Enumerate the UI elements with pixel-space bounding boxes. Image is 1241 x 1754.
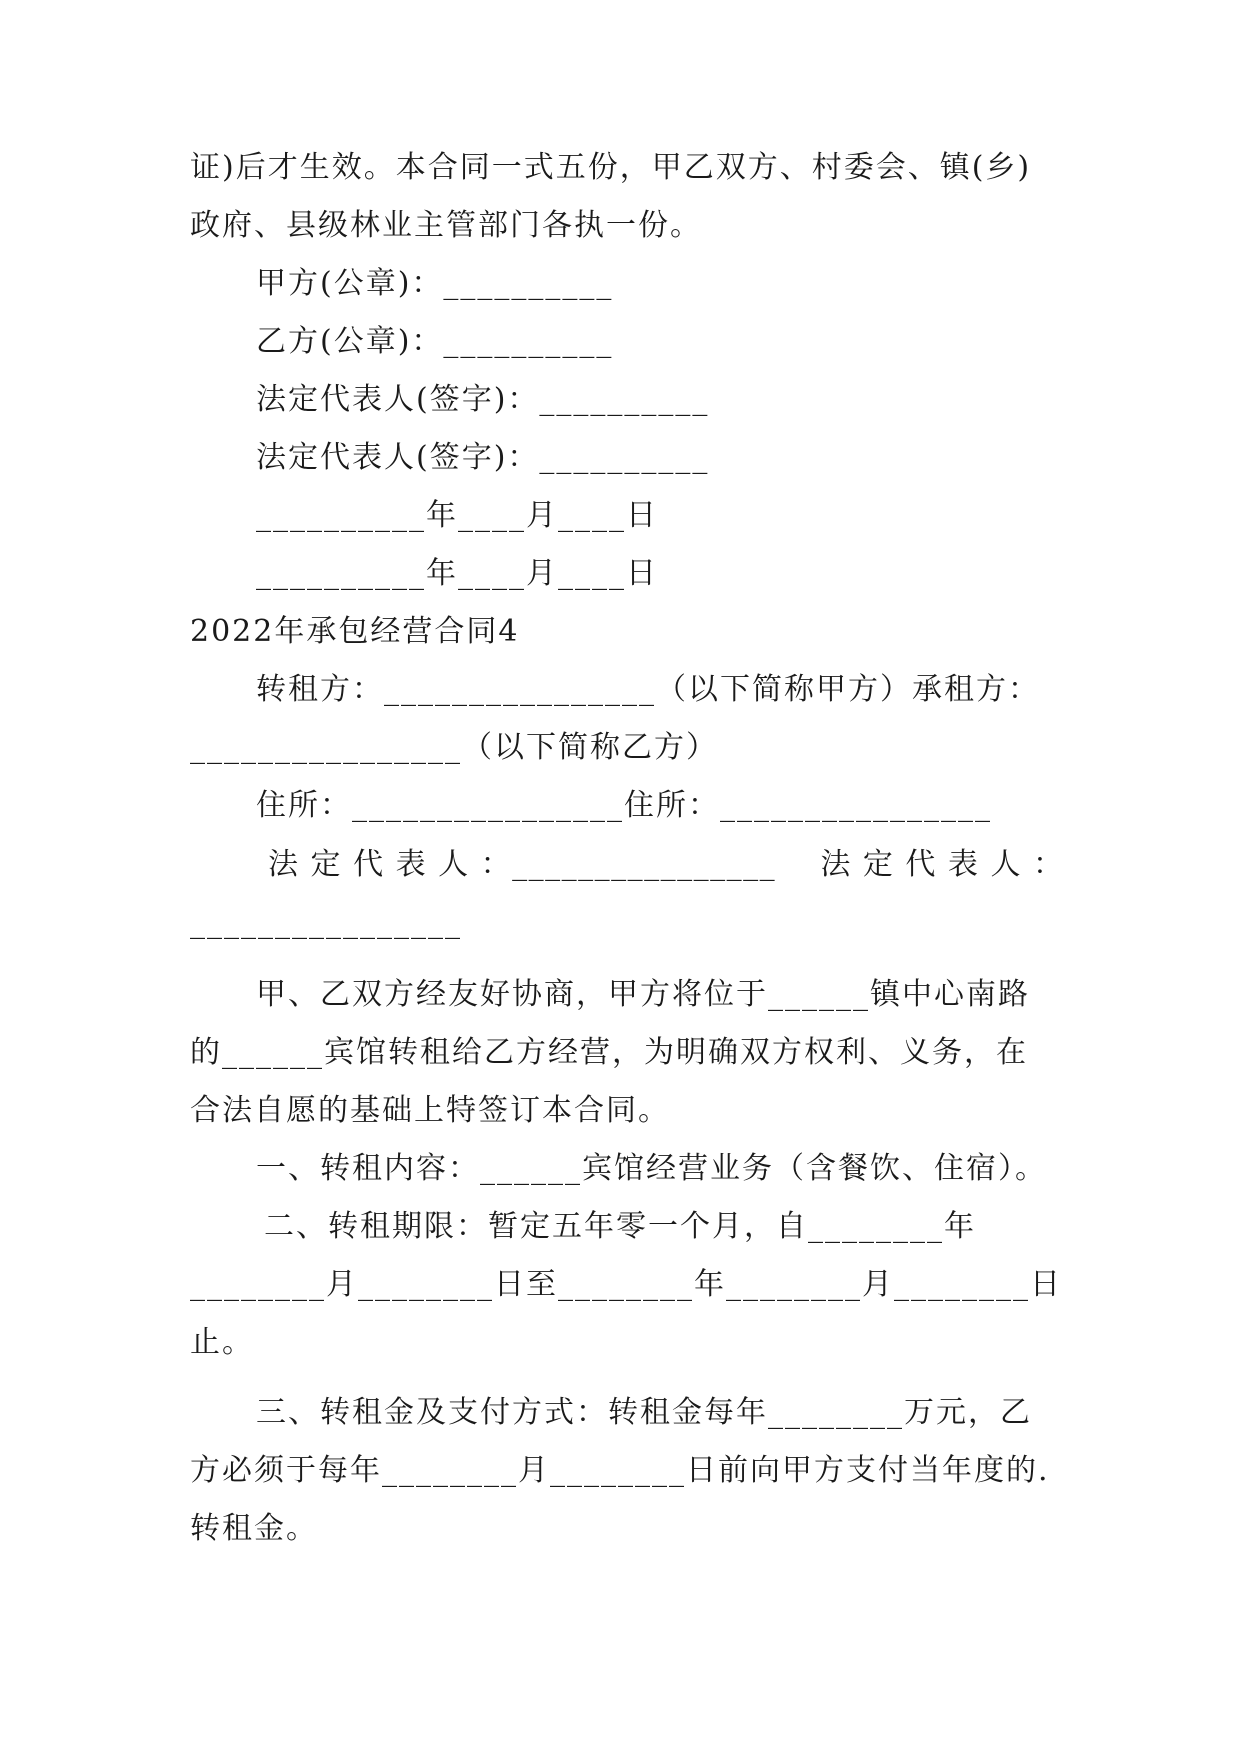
text-line: 合法自愿的基础上特签订本合同。 (190, 1093, 670, 1128)
text-line: 方必须于每年________月________日前向甲方支付当年度的. (190, 1453, 1050, 1488)
signature-line-party-a: 甲方(公章)：__________ (256, 266, 614, 301)
text-line: ________________ (190, 905, 462, 940)
text-line: 转租金。 (190, 1511, 318, 1546)
signature-line-rep-b: 法定代表人(签字)：__________ (256, 440, 710, 475)
text-line: 一、转租内容：______宾馆经营业务（含餐饮、住宿）。 (256, 1151, 1047, 1186)
signature-line-party-b: 乙方(公章)：__________ (256, 324, 614, 359)
text-line: 的______宾馆转租给乙方经营，为明确双方权利、义务，在 (190, 1035, 1028, 1070)
section-title: 2022年承包经营合同4 (190, 614, 520, 649)
date-line-b: __________年____月____日 (256, 556, 658, 591)
text-line: 转租方：________________（以下简称甲方）承租方： (256, 672, 1040, 707)
text-line: 三、转租金及支付方式：转租金每年________万元，乙 (256, 1395, 1032, 1430)
signature-line-rep-a: 法定代表人(签字)：__________ (256, 382, 710, 417)
text-line: ________月________日至________年________月________日 (190, 1267, 1062, 1302)
text-line: 证)后才生效。本合同一式五份，甲乙双方、村委会、镇(乡) (190, 150, 1032, 185)
text-line: ________________（以下简称乙方） (190, 730, 718, 765)
text-line: 住所：________________住所：________________ (256, 788, 992, 823)
text-line: 甲、乙双方经友好协商，甲方将位于______镇中心南路 (256, 977, 1030, 1012)
text-line: 法 定 代 表 人 ：________________ 法 定 代 表 人 ： (268, 847, 1065, 882)
date-line-a: __________年____月____日 (256, 498, 658, 533)
text-line: 二、转租期限：暂定五年零一个月，自________年 (264, 1209, 976, 1244)
text-line: 止。 (190, 1325, 254, 1360)
text-line: 政府、县级林业主管部门各执一份。 (190, 208, 702, 243)
